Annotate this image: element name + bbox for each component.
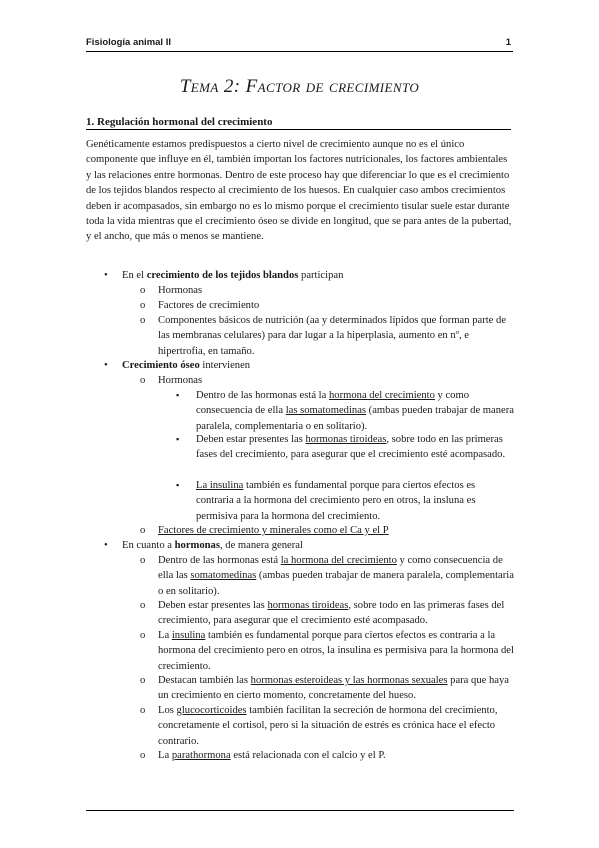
- page-title: Tema 2: Factor de crecimiento: [179, 76, 420, 97]
- text-segment: La: [158, 750, 172, 761]
- section-heading: 1. Regulación hormonal del crecimiento: [86, 116, 511, 130]
- footer-rule: [86, 810, 514, 811]
- text-segment: y como consecuencia de ella: [196, 390, 470, 417]
- list-item-text: Componentes básicos de nutrición (aa y determinados lípidos que forman parte de las membranas celulares) para dar lugar a la hiperplasia, aumento en nº, e hipertrofia, en tamaño.: [158, 315, 507, 357]
- square-marker: ▪: [176, 434, 180, 444]
- text-segment: , de manera general: [219, 540, 303, 551]
- circle-marker: o: [140, 375, 146, 386]
- bullet-text: [122, 268, 514, 283]
- list-item-text: Factores de crecimiento: [158, 300, 260, 311]
- underlined-term: glucocorticoides: [176, 705, 247, 716]
- page-header: [86, 35, 513, 52]
- bold-term: Crecimiento óseo: [122, 360, 200, 371]
- text-segment: también es fundamental porque para ciertos efectos es contraria a la hormona del crecimiento pero en otros, la insluna es permisiva para la hormona del crecimiento.: [196, 480, 476, 522]
- text-segment: Deben estar presentes las: [196, 434, 306, 445]
- list-item-text: [158, 703, 514, 749]
- circle-marker: o: [140, 285, 146, 296]
- bullet-text: [122, 358, 514, 373]
- page-number: 1: [505, 37, 511, 48]
- underlined-term: La insulina: [196, 480, 244, 491]
- circle-marker: o: [140, 525, 146, 536]
- bullet-marker: •: [104, 270, 108, 281]
- list-item-text: [158, 598, 514, 629]
- text-segment: La: [158, 630, 172, 641]
- circle-marker: o: [140, 600, 146, 611]
- circle-marker: o: [140, 750, 146, 761]
- text-segment: En cuanto a: [122, 540, 175, 551]
- circle-marker: o: [140, 630, 146, 641]
- text-segment: participan: [298, 270, 344, 281]
- list-item-text: Hormonas: [158, 375, 203, 386]
- sub-item-text: [196, 478, 514, 524]
- underlined-term: las somatomedinas: [285, 405, 367, 417]
- text-segment: En el: [122, 270, 147, 281]
- list-item-text: [158, 628, 514, 674]
- list-item-text: [158, 673, 514, 704]
- underlined-term: somatomedinas: [190, 570, 257, 582]
- bold-term: crecimiento de los tejidos blandos: [146, 270, 299, 281]
- circle-marker: o: [140, 675, 146, 686]
- text-segment: también es fundamental porque para ciertos efectos es contraria a la hormona del crecimiento pero en otros, la insulina es permisiva para la hormona del crecimiento.: [158, 630, 514, 672]
- text-segment: Destacan también las: [158, 675, 251, 686]
- text-segment: Deben estar presentes las: [158, 600, 268, 611]
- bullet-text: [122, 538, 514, 553]
- square-marker: ▪: [176, 480, 180, 490]
- list-item-text: Hormonas: [158, 285, 203, 296]
- underlined-term: hormonas esteroideas y las hormonas sexuales: [250, 675, 448, 686]
- course-name: Fisiología animal II: [86, 37, 171, 48]
- text-segment: Dentro de las hormonas está: [158, 555, 281, 566]
- text-segment: Los: [158, 705, 177, 716]
- bold-term: hormonas: [174, 540, 220, 551]
- text-segment: (ambas pueden trabajar de manera paralela, complementaria o en solitario).: [158, 570, 514, 597]
- list-item-text: [158, 748, 514, 763]
- intro-paragraph: Genéticamente estamos predispuestos a cierto nivel de crecimiento aunque no es el único componente que influye en él, también importan los factores nutricionales, los factores ambientales y las relaciones entre hormonas. Dentro de este proceso hay que diferenciar lo que es el crecimiento de los tejidos blandos respecto al crecimiento de los huesos. En cualquier caso ambos crecimientos deben ir acompasados, sin embargo no es lo mismo porque el crecimiento tisular suele estar durante toda la vida mientras que el crecimiento óseo se divide en longitud, que se para antes de la pubertad, y el ancho, que más o menos se mantiene.: [86, 139, 512, 243]
- bullet-marker: •: [104, 360, 108, 371]
- sub-item-text: [196, 432, 514, 463]
- sub-item-text: [196, 388, 514, 434]
- underlined-term: parathormona: [171, 750, 231, 761]
- text-segment: (ambas pueden trabajar de manera paralela, complementaria o en solitario).: [196, 405, 514, 432]
- underlined-term: hormona del crecimiento: [328, 390, 435, 401]
- list-item-text: Factores de crecimiento y minerales como el Ca y el P: [158, 525, 389, 536]
- underlined-term: insulina: [171, 630, 206, 641]
- square-marker: ▪: [176, 390, 180, 400]
- underlined-term: hormonas tiroideas: [267, 600, 349, 611]
- list-item-text: [158, 553, 514, 599]
- circle-marker: o: [140, 315, 146, 326]
- underlined-term: la hormona del crecimiento: [280, 555, 397, 566]
- text-segment: intervienen: [199, 360, 251, 371]
- text-segment: para que haya un crecimiento en cierto momento, concretamente del hueso.: [158, 675, 509, 702]
- text-segment: Dentro de las hormonas está la: [196, 390, 329, 401]
- circle-marker: o: [140, 300, 146, 311]
- text-segment: , sobre todo en las primeras fases del crecimiento, para asegurar que el crecimiento esté acompasado.: [196, 434, 506, 461]
- bullet-marker: •: [104, 540, 108, 551]
- text-segment: , sobre todo en las primeras fases del crecimiento, para asegurar que el crecimiento esté acompasado.: [158, 600, 505, 627]
- underlined-term: hormonas tiroideas: [305, 434, 387, 445]
- text-segment: también facilitan la secreción de hormona del crecimiento, concretamente el cortisol, pero si la situación de estrés es crónica hace el efecto contrario.: [158, 705, 498, 747]
- circle-marker: o: [140, 705, 146, 716]
- text-segment: y como consecuencia de ella las: [158, 555, 503, 582]
- text-segment: está relacionada con el calcio y el P.: [230, 750, 386, 761]
- circle-marker: o: [140, 555, 146, 566]
